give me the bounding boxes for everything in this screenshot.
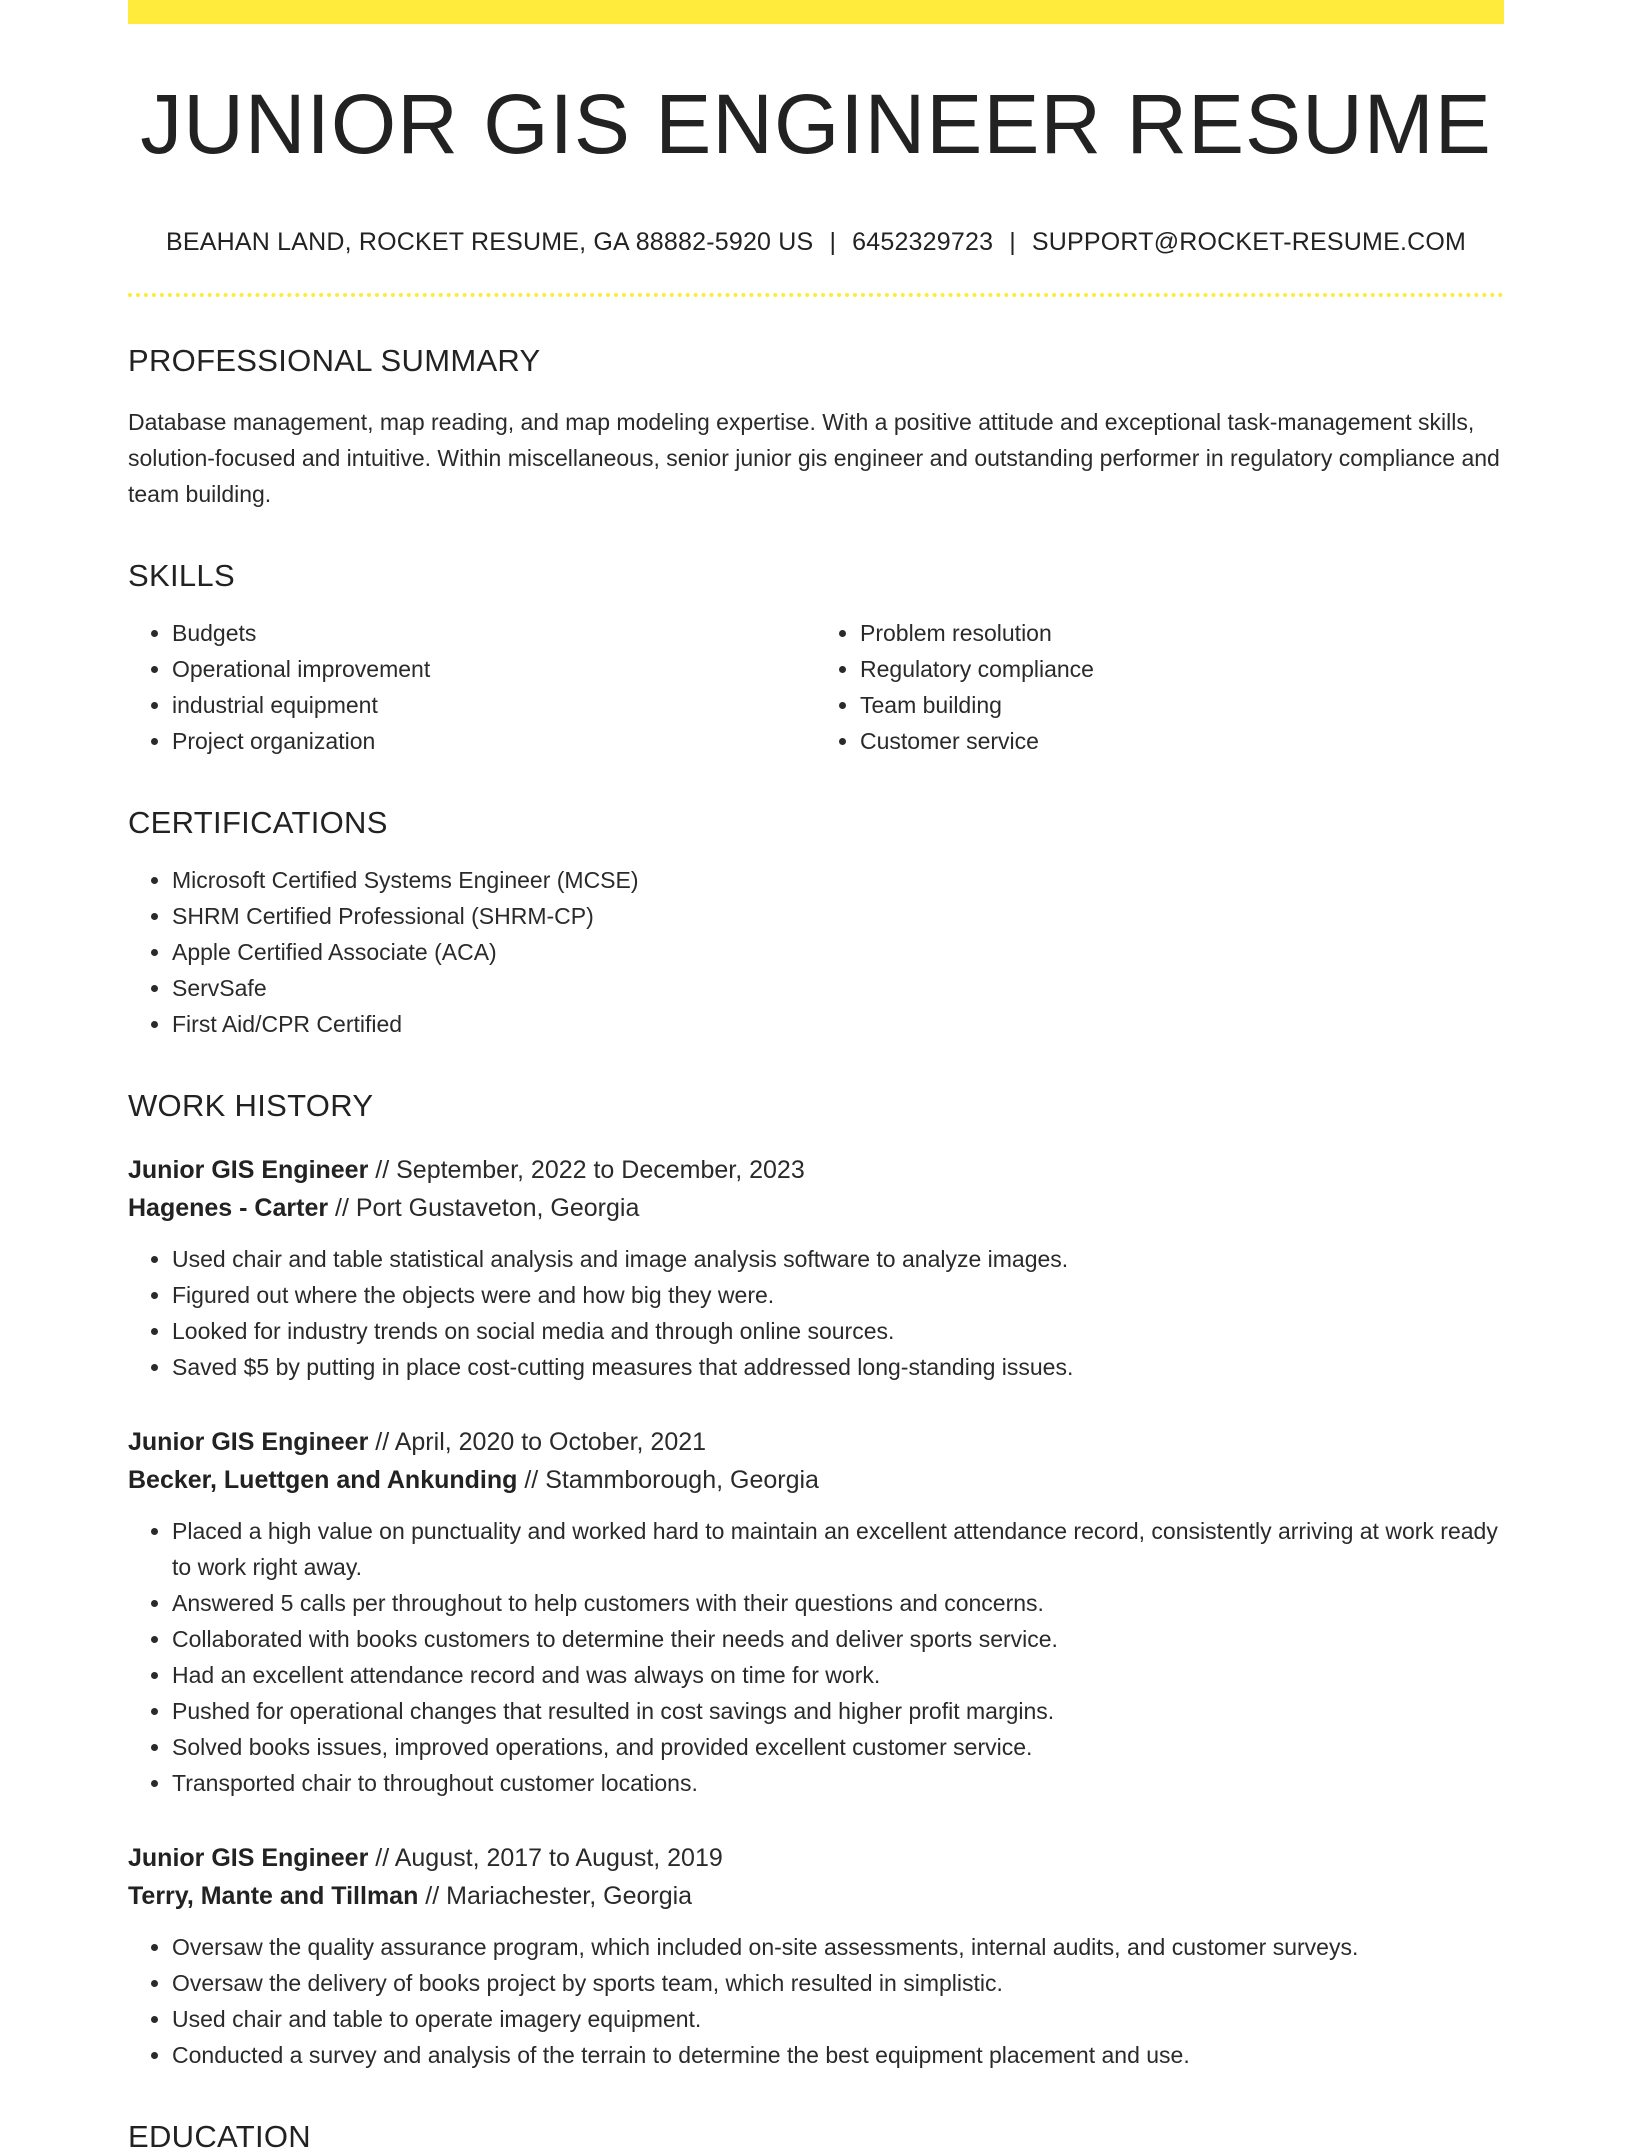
skill-item: • Regulatory compliance <box>860 651 1504 687</box>
job-bullets <box>128 1513 1504 1801</box>
job-company-line <box>128 1461 1504 1499</box>
job-title: Junior GIS Engineer <box>128 1844 369 1873</box>
job-entry <box>128 1151 1504 1385</box>
skill-item: • Project organization <box>172 723 816 759</box>
job-bullets <box>128 1241 1504 1385</box>
job-title-line <box>128 1839 1504 1877</box>
job-dates: // April, 2020 to October, 2021 <box>368 1428 707 1457</box>
job-location: // Stammborough, Georgia <box>517 1466 819 1495</box>
skill-item: • Operational improvement <box>172 651 816 687</box>
job-title-line <box>128 1151 1504 1189</box>
contact-separator: | <box>1009 228 1016 257</box>
job-title-line <box>128 1423 1504 1461</box>
job-entry <box>128 1839 1504 2073</box>
job-bullet: • Solved books issues, improved operations, and provided excellent customer service. <box>172 1729 1504 1765</box>
job-entry <box>128 1423 1504 1801</box>
skills-grid <box>128 615 1504 759</box>
job-dates: // August, 2017 to August, 2019 <box>368 1844 723 1873</box>
job-bullet: • Figured out where the objects were and how big they were. <box>172 1277 1504 1313</box>
job-title: Junior GIS Engineer <box>128 1156 369 1185</box>
section-heading-summary: PROFESSIONAL SUMMARY <box>128 343 541 379</box>
section-heading-work-history: WORK HISTORY <box>128 1088 374 1124</box>
job-bullet: • Oversaw the quality assurance program, which included on-site assessments, internal audits, and customer surveys. <box>172 1929 1504 1965</box>
job-bullet: • Transported chair to throughout customer locations. <box>172 1765 1504 1801</box>
job-company-line <box>128 1189 1504 1227</box>
skill-item: • Budgets <box>172 615 816 651</box>
job-bullet: • Oversaw the delivery of books project by sports team, which resulted in simplistic. <box>172 1965 1504 2001</box>
contact-phone[interactable]: 6452329723 <box>852 228 994 257</box>
skill-item: • industrial equipment <box>172 687 816 723</box>
job-bullet: • Saved $5 by putting in place cost-cutting measures that addressed long-standing issues. <box>172 1349 1504 1385</box>
job-company: Becker, Luettgen and Ankunding <box>128 1466 518 1495</box>
job-bullet: • Conducted a survey and analysis of the terrain to determine the best equipment placement and use. <box>172 2037 1504 2073</box>
skill-item: • Problem resolution <box>860 615 1504 651</box>
job-bullet: • Answered 5 calls per throughout to help customers with their questions and concerns. <box>172 1585 1504 1621</box>
skills-column-right <box>816 615 1504 759</box>
job-bullet: • Had an excellent attendance record and was always on time for work. <box>172 1657 1504 1693</box>
certification-item: • ServSafe <box>172 970 1504 1006</box>
job-company-line <box>128 1877 1504 1915</box>
resume-title: JUNIOR GIS ENGINEER RESUME <box>140 77 1492 171</box>
contact-address: BEAHAN LAND, ROCKET RESUME, GA 88882-5920 US <box>165 228 814 257</box>
summary-text: Database management, map reading, and map modeling expertise. With a positive attitude and exceptional task-management skills, solution-focused and intuitive. Within miscellaneous, senior junior gis engineer and outstanding performer in regulatory compliance and team building. <box>128 409 1500 508</box>
section-heading-education: EDUCATION <box>128 2119 311 2154</box>
skill-item: • Team building <box>860 687 1504 723</box>
dotted-divider <box>128 293 1504 297</box>
job-bullets <box>128 1929 1504 2073</box>
contact-email[interactable]: SUPPORT@ROCKET-RESUME.COM <box>1031 228 1467 257</box>
certification-item: • Apple Certified Associate (ACA) <box>172 934 1504 970</box>
job-bullet: • Placed a high value on punctuality and worked hard to maintain an excellent attendance record, consistently arriving at work ready to work right away. <box>172 1513 1504 1585</box>
skills-column-left <box>128 615 816 759</box>
job-dates: // September, 2022 to December, 2023 <box>368 1156 805 1185</box>
accent-bar <box>128 0 1504 24</box>
certifications-list <box>128 862 1504 1042</box>
certification-item: • Microsoft Certified Systems Engineer (MCSE) <box>172 862 1504 898</box>
job-bullet: • Collaborated with books customers to determine their needs and deliver sports service. <box>172 1621 1504 1657</box>
job-bullet: • Looked for industry trends on social media and through online sources. <box>172 1313 1504 1349</box>
section-heading-certifications: CERTIFICATIONS <box>128 805 388 841</box>
job-location: // Port Gustaveton, Georgia <box>328 1194 640 1223</box>
job-bullet: • Used chair and table statistical analysis and image analysis software to analyze images. <box>172 1241 1504 1277</box>
job-company: Hagenes - Carter <box>128 1194 329 1223</box>
resume-page <box>128 0 1504 2152</box>
job-bullet: • Used chair and table to operate imagery equipment. <box>172 2001 1504 2037</box>
section-heading-skills: SKILLS <box>128 558 235 594</box>
contact-line <box>128 228 1504 257</box>
job-title: Junior GIS Engineer <box>128 1428 369 1457</box>
job-company: Terry, Mante and Tillman <box>128 1882 419 1911</box>
certification-item: • SHRM Certified Professional (SHRM-CP) <box>172 898 1504 934</box>
job-location: // Mariachester, Georgia <box>418 1882 693 1911</box>
certification-item: • First Aid/CPR Certified <box>172 1006 1504 1042</box>
contact-separator: | <box>829 228 837 257</box>
skill-item: • Customer service <box>860 723 1504 759</box>
job-bullet: • Pushed for operational changes that resulted in cost savings and higher profit margins. <box>172 1693 1504 1729</box>
